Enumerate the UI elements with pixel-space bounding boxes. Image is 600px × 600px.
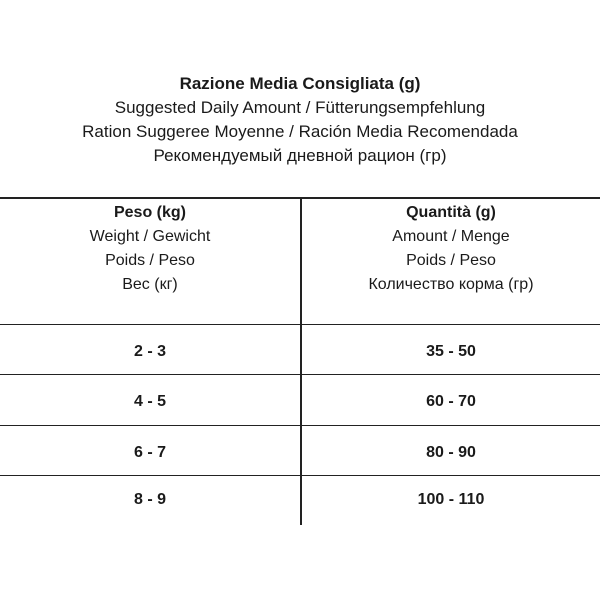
header-weight-fr-es: Poids / Peso bbox=[105, 252, 195, 269]
header-amount-ru: Количество корма (гр) bbox=[368, 276, 534, 293]
feeding-guide-title bbox=[0, 72, 600, 168]
header-weight-bold: Peso (kg) bbox=[113, 204, 186, 221]
header-weight-ru: Вес (кг) bbox=[122, 276, 178, 293]
row-separator-2 bbox=[0, 425, 600, 426]
header-amount-bold: Quantità (g) bbox=[406, 204, 496, 221]
header-weight-en-de: Weight / Gewicht bbox=[89, 228, 211, 245]
table-row-3-weight: 6 - 7 bbox=[133, 444, 166, 461]
table-row-1-weight: 2 - 3 bbox=[133, 343, 166, 360]
table-row-4-amount: 100 - 110 bbox=[417, 491, 485, 508]
table-row-1-amount: 35 - 50 bbox=[426, 343, 476, 360]
table-row-4-weight: 8 - 9 bbox=[133, 491, 166, 508]
header-separator bbox=[0, 324, 600, 325]
title-main: Razione Media Consigliata (g) bbox=[179, 74, 421, 93]
title-french-spanish: Ration Suggeree Moyenne / Ración Media Recomendada bbox=[82, 122, 518, 141]
header-amount bbox=[302, 201, 600, 297]
header-amount-en-de: Amount / Menge bbox=[392, 228, 510, 245]
table-row-2-amount: 60 - 70 bbox=[426, 393, 476, 410]
table-row-3-amount: 80 - 90 bbox=[426, 444, 476, 461]
feeding-table bbox=[0, 197, 600, 525]
title-english-german: Suggested Daily Amount / Fütterungsempfehlung bbox=[114, 98, 486, 117]
row-separator-3 bbox=[0, 475, 600, 476]
title-russian: Рекомендуемый дневной рацион (гр) bbox=[153, 146, 447, 165]
row-separator-1 bbox=[0, 374, 600, 375]
header-amount-fr-es: Poids / Peso bbox=[406, 252, 496, 269]
table-row-2-weight: 4 - 5 bbox=[133, 393, 166, 410]
header-weight bbox=[0, 201, 300, 297]
